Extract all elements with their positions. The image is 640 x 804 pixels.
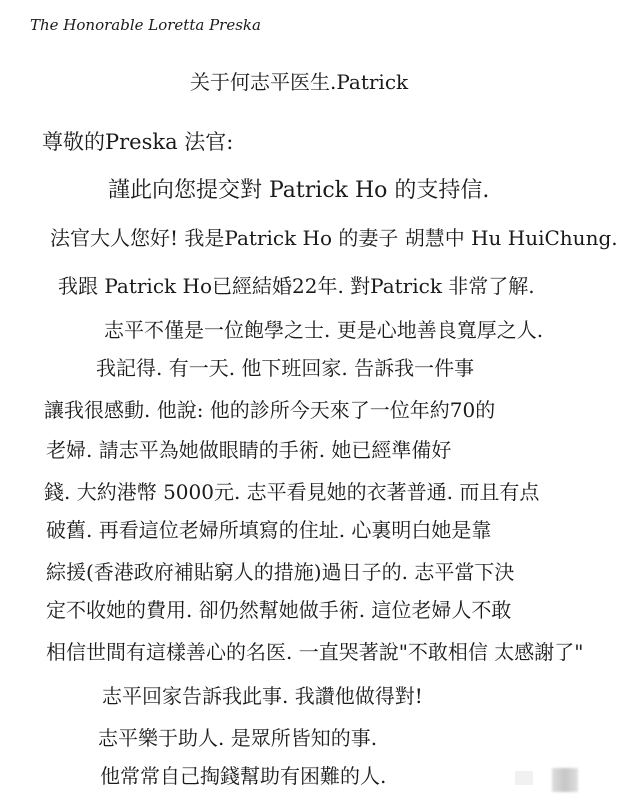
letter-line-6: 讓我很感動. 他說: 他的診所今天來了一位年約70的 — [44, 398, 496, 422]
letter-line-8: 錢. 大約港幣 5000元. 志平看見她的衣著普通. 而且有点 — [44, 480, 540, 504]
letter-line-9: 破舊. 再看這位老婦所填寫的住址. 心裏明白她是靠 — [46, 518, 492, 542]
letter-line-7: 老婦. 請志平為她做眼睛的手術. 她已經準備好 — [46, 438, 452, 462]
subject-line: 关于何志平医生.Patrick — [190, 70, 409, 94]
letter-line-2: 法官大人您好! 我是Patrick Ho 的妻子 胡慧中 Hu HuiChung. — [50, 226, 618, 250]
letter-line-11: 定不收她的費用. 卻仍然幫她做手術. 這位老婦人不敢 — [46, 598, 512, 622]
blurred-watermark-icon — [515, 771, 533, 785]
letter-line-4: 志平不僅是一位飽學之士. 更是心地善良寬厚之人. — [104, 318, 544, 342]
letter-line-3: 我跟 Patrick Ho已經結婚22年. 對Patrick 非常了解. — [58, 274, 535, 298]
letter-line-12: 相信世間有這樣善心的名医. 一直哭著說"不敢相信 太感謝了" — [46, 640, 584, 664]
addressee-line: The Honorable Loretta Preska — [30, 16, 261, 34]
letter-line-1: 謹此向您提交對 Patrick Ho 的支持信. — [108, 178, 490, 203]
letter-line-13: 志平回家告訴我此事. 我讚他做得對! — [102, 684, 423, 708]
letter-line-10: 綜援(香港政府補貼窮人的措施)過日子的. 志平當下決 — [46, 560, 515, 584]
blurred-watermark-patch — [552, 768, 578, 792]
salutation-line: 尊敬的Preska 法官: — [42, 130, 234, 154]
letter-line-14: 志平樂于助人. 是眾所皆知的事. — [98, 726, 378, 750]
letter-line-15: 他常常自己掏錢幫助有困難的人. — [100, 764, 387, 788]
letter-line-5: 我記得. 有一天. 他下班回家. 告訴我一件事 — [96, 356, 475, 380]
